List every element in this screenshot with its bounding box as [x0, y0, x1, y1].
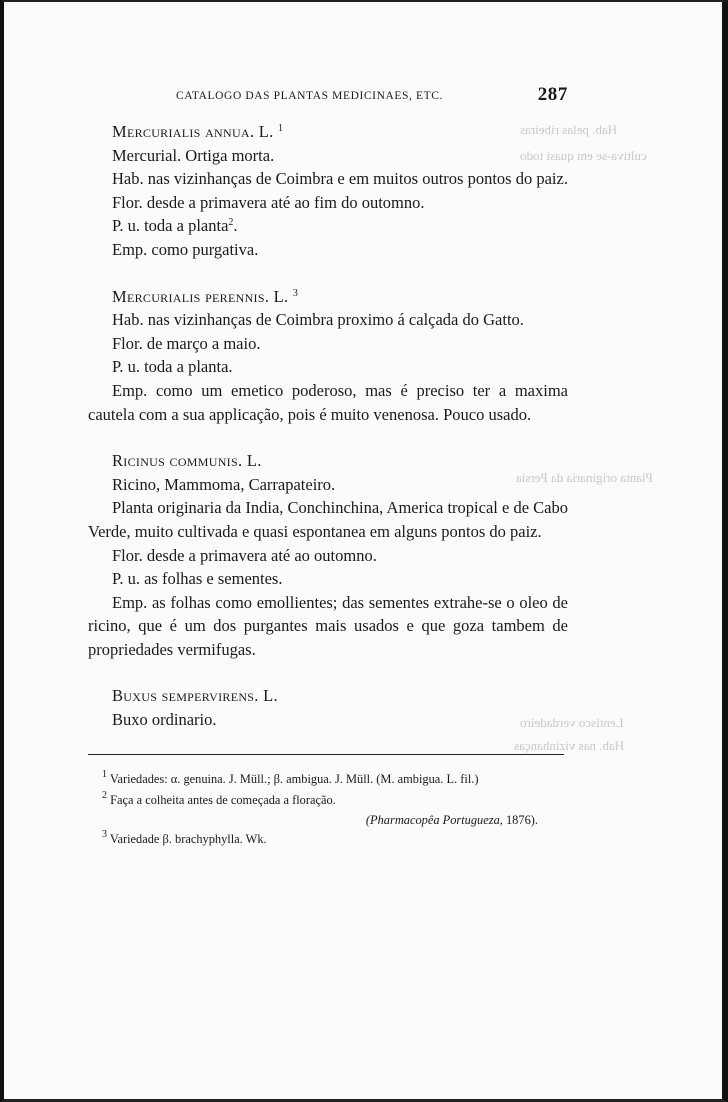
source-year: 1876).	[505, 812, 538, 827]
footnote	[88, 829, 568, 850]
species-author: L.	[263, 686, 278, 706]
footnote-ref: 2	[228, 217, 234, 229]
footnote-text: Faça a colheita antes de começada a floração.	[110, 792, 336, 807]
footnote	[88, 769, 568, 790]
entry-line: Hab. nas vizinhanças de Coimbra proximo á calçada do Gatto.	[112, 310, 524, 330]
footnote-divider	[88, 754, 564, 755]
entry-line: Mercurial. Ortiga morta.	[112, 145, 275, 165]
footnote-number: 1	[102, 768, 107, 780]
footnote-text: Variedades: α. genuina. J. Müll.; β. ambigua. J. Müll. (M. ambigua. L. fil.)	[109, 771, 479, 786]
species-name: Mercurialis perennis.	[112, 286, 270, 306]
footnote-number: 2	[102, 789, 107, 801]
footnote	[88, 790, 568, 811]
entry-line: Ricino, Mammoma, Carrapateiro.	[112, 474, 336, 494]
source-title: Pharmacopêa Portugueza,	[370, 812, 503, 827]
entry-line: Hab. nas vizinhanças de Coimbra e em muitos outros pontos do paiz.	[112, 169, 568, 189]
footnote-source: (Pharmacopêa Portugueza, 1876).	[365, 812, 538, 827]
running-title: CATALOGO DAS PLANTAS MEDICINAES, ETC.	[176, 90, 443, 102]
footnote-ref: 1	[278, 123, 284, 134]
book-page	[88, 84, 568, 850]
footnote-ref: 3	[292, 287, 299, 299]
entry-line: Emp. como um emetico poderoso, mas é preciso ter a maxima cautela com a sua applicação, pois é muito venenosa. Pouco usado.	[88, 380, 568, 424]
entry-line: Flor. desde a primavera até ao fim do outomno.	[112, 192, 425, 212]
entry-line: Buxo ordinario.	[112, 710, 217, 730]
species-author: L.	[258, 122, 274, 141]
footnote-text: Variedade β. brachyphylla. Wk.	[109, 831, 267, 846]
species-entry	[88, 449, 568, 661]
species-entry	[88, 120, 568, 262]
entry-line: Planta originaria da India, Conchinchina, America tropical e de Cabo Verde, muito cultivada e quasi espontanea em alguns pontos do paiz.	[88, 498, 568, 541]
species-name: Mercurialis annua.	[112, 122, 255, 141]
species-name: Ricinus communis.	[112, 451, 243, 471]
species-name: Buxus sempervirens.	[112, 686, 259, 706]
species-heading	[88, 120, 568, 144]
species-heading	[88, 449, 568, 473]
entry-line: Emp. as folhas como emollientes; das sementes extrahe-se o oleo de ricino, que é um dos purgantes mais usados e que goza tambem de propriedades vermifugas.	[88, 592, 568, 659]
page-body	[88, 120, 568, 732]
species-author: L.	[273, 286, 289, 306]
species-author: L.	[246, 451, 262, 471]
species-entry	[88, 285, 568, 427]
entry-line: Emp. como purgativa.	[112, 239, 259, 259]
entry-line: P. u. toda a planta.	[112, 357, 233, 377]
entry-line-end: .	[233, 216, 238, 236]
page-number: 287	[537, 84, 568, 105]
footnote-number: 3	[102, 828, 107, 840]
entry-line: P. u. as folhas e sementes.	[112, 569, 283, 589]
entry-line	[88, 214, 568, 238]
entry-line-text: P. u. toda a planta	[112, 216, 229, 236]
species-heading	[88, 285, 568, 309]
entry-line: Flor. desde a primavera até ao outomno.	[112, 545, 377, 565]
footnotes	[88, 769, 568, 850]
entry-line: Flor. de março a maio.	[112, 333, 261, 353]
species-entry	[88, 684, 568, 731]
running-head	[88, 84, 568, 110]
species-heading	[88, 684, 568, 708]
